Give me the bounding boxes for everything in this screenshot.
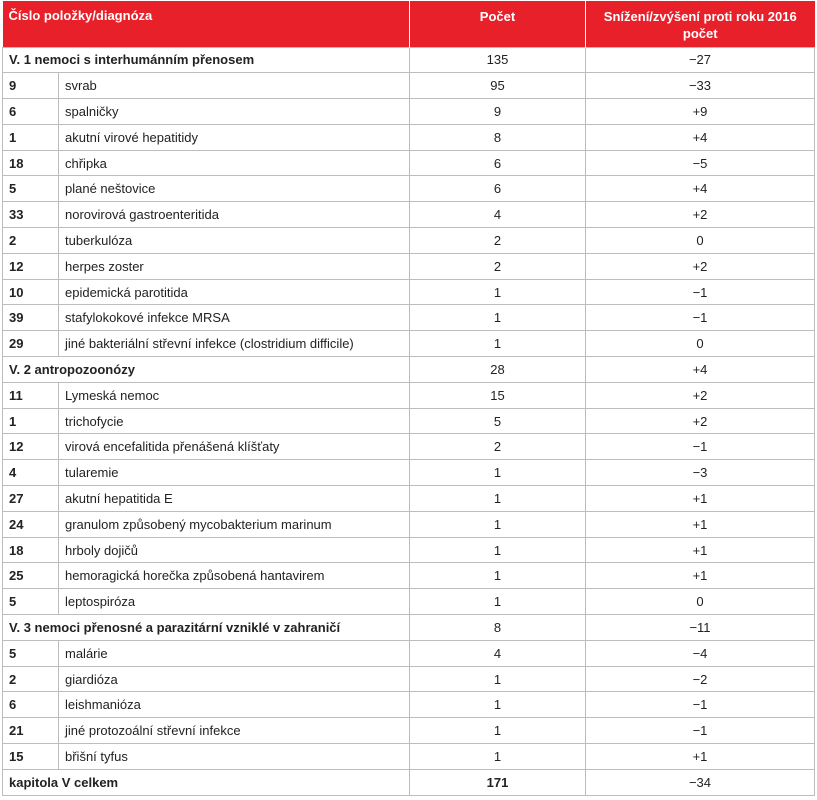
item-number: 12 [3,434,59,460]
table-row [3,228,815,254]
item-count: 1 [410,563,586,589]
header-change [586,1,815,47]
table-row [3,279,815,305]
section-row [3,47,815,73]
table-row [3,744,815,770]
item-count: 1 [410,460,586,486]
item-count: 9 [410,99,586,125]
item-change: +2 [586,408,815,434]
table-header-row [3,1,815,47]
item-number: 5 [3,589,59,615]
item-count: 6 [410,150,586,176]
table-row [3,124,815,150]
table-row [3,486,815,512]
item-count: 5 [410,408,586,434]
section-count: 135 [410,47,586,73]
diagnosis-name: leishmanióza [59,692,410,718]
table-row [3,382,815,408]
diagnosis-name: granulom způsobený mycobakterium marinum [59,511,410,537]
diagnosis-name: břišní tyfus [59,744,410,770]
diagnosis-name: stafylokokové infekce MRSA [59,305,410,331]
table-row [3,718,815,744]
item-count: 1 [410,537,586,563]
item-number: 18 [3,150,59,176]
item-change: −33 [586,73,815,99]
table-row [3,511,815,537]
section-count: 28 [410,357,586,383]
table-row [3,589,815,615]
diagnosis-name: epidemická parotitida [59,279,410,305]
item-change: +4 [586,124,815,150]
item-count: 4 [410,640,586,666]
table-row [3,331,815,357]
item-number: 27 [3,486,59,512]
item-number: 39 [3,305,59,331]
item-count: 2 [410,434,586,460]
item-change: 0 [586,228,815,254]
table-row [3,202,815,228]
item-number: 1 [3,408,59,434]
total-row [3,769,815,795]
item-change: 0 [586,589,815,615]
diagnosis-name: plané neštovice [59,176,410,202]
section-title: V. 3 nemoci přenosné a parazitární vzniklé v zahraničí [3,615,410,641]
item-number: 9 [3,73,59,99]
diagnosis-name: jiné bakteriální střevní infekce (clostridium difficile) [59,331,410,357]
diagnosis-name: giardióza [59,666,410,692]
item-change: +2 [586,253,815,279]
total-change: −34 [586,769,815,795]
table-row [3,460,815,486]
item-number: 5 [3,640,59,666]
item-number: 6 [3,99,59,125]
item-number: 6 [3,692,59,718]
item-number: 21 [3,718,59,744]
item-count: 1 [410,744,586,770]
item-count: 1 [410,692,586,718]
item-change: +2 [586,382,815,408]
item-number: 24 [3,511,59,537]
table-row [3,640,815,666]
item-count: 4 [410,202,586,228]
item-number: 29 [3,331,59,357]
item-change: +1 [586,563,815,589]
item-change: +1 [586,744,815,770]
total-label: kapitola V celkem [3,769,410,795]
item-change: −2 [586,666,815,692]
table-row [3,253,815,279]
diagnosis-name: herpes zoster [59,253,410,279]
diagnosis-name: Lymeská nemoc [59,382,410,408]
table-row [3,176,815,202]
diagnosis-table [2,1,815,796]
table-row [3,305,815,331]
item-number: 25 [3,563,59,589]
section-row [3,357,815,383]
item-change: −1 [586,718,815,744]
item-count: 8 [410,124,586,150]
table-row [3,692,815,718]
header-change-line1: Snížení/zvýšení proti roku 2016 [603,9,797,24]
table-row [3,434,815,460]
item-count: 1 [410,305,586,331]
item-change: +1 [586,486,815,512]
total-count: 171 [410,769,586,795]
item-count: 95 [410,73,586,99]
item-number: 10 [3,279,59,305]
table-row [3,408,815,434]
section-title: V. 1 nemoci s interhumánním přenosem [3,47,410,73]
diagnosis-name: jiné protozoální střevní infekce [59,718,410,744]
table-body [3,47,815,795]
table-row [3,99,815,125]
diagnosis-name: tuberkulóza [59,228,410,254]
item-number: 2 [3,228,59,254]
item-count: 1 [410,511,586,537]
section-change: −27 [586,47,815,73]
diagnosis-name: leptospiróza [59,589,410,615]
diagnosis-name: hemoragická horečka způsobená hantavirem [59,563,410,589]
header-diagnosis: Číslo položky/diagnóza [3,1,410,47]
item-number: 1 [3,124,59,150]
diagnosis-name: norovirová gastroenteritida [59,202,410,228]
diagnosis-name: trichofycie [59,408,410,434]
item-number: 18 [3,537,59,563]
header-change-line2: počet [682,26,718,41]
item-change: −1 [586,434,815,460]
item-change: +1 [586,511,815,537]
item-count: 6 [410,176,586,202]
item-change: +9 [586,99,815,125]
item-count: 1 [410,279,586,305]
item-number: 11 [3,382,59,408]
section-title: V. 2 antropozoonózy [3,357,410,383]
diagnosis-name: tularemie [59,460,410,486]
item-change: −1 [586,279,815,305]
item-change: −1 [586,692,815,718]
table-row [3,73,815,99]
item-count: 15 [410,382,586,408]
item-number: 2 [3,666,59,692]
item-change: −4 [586,640,815,666]
item-change: +2 [586,202,815,228]
section-change: −11 [586,615,815,641]
diagnosis-name: akutní virové hepatitidy [59,124,410,150]
table-row [3,666,815,692]
diagnosis-name: spalničky [59,99,410,125]
item-count: 1 [410,331,586,357]
item-count: 1 [410,666,586,692]
item-number: 4 [3,460,59,486]
item-count: 1 [410,486,586,512]
item-change: −5 [586,150,815,176]
item-number: 12 [3,253,59,279]
diagnosis-name: malárie [59,640,410,666]
item-count: 1 [410,718,586,744]
item-number: 33 [3,202,59,228]
section-row [3,615,815,641]
diagnosis-name: virová encefalitida přenášená klíšťaty [59,434,410,460]
item-change: +4 [586,176,815,202]
item-count: 1 [410,589,586,615]
diagnosis-name: akutní hepatitida E [59,486,410,512]
item-change: −3 [586,460,815,486]
table-row [3,150,815,176]
section-change: +4 [586,357,815,383]
table-row [3,537,815,563]
table-row [3,563,815,589]
diagnosis-name: svrab [59,73,410,99]
item-number: 15 [3,744,59,770]
item-number: 5 [3,176,59,202]
section-count: 8 [410,615,586,641]
item-change: +1 [586,537,815,563]
item-count: 2 [410,228,586,254]
item-change: 0 [586,331,815,357]
diagnosis-name: chřipka [59,150,410,176]
diagnosis-name: hrboly dojičů [59,537,410,563]
item-count: 2 [410,253,586,279]
header-count: Počet [410,1,586,47]
item-change: −1 [586,305,815,331]
